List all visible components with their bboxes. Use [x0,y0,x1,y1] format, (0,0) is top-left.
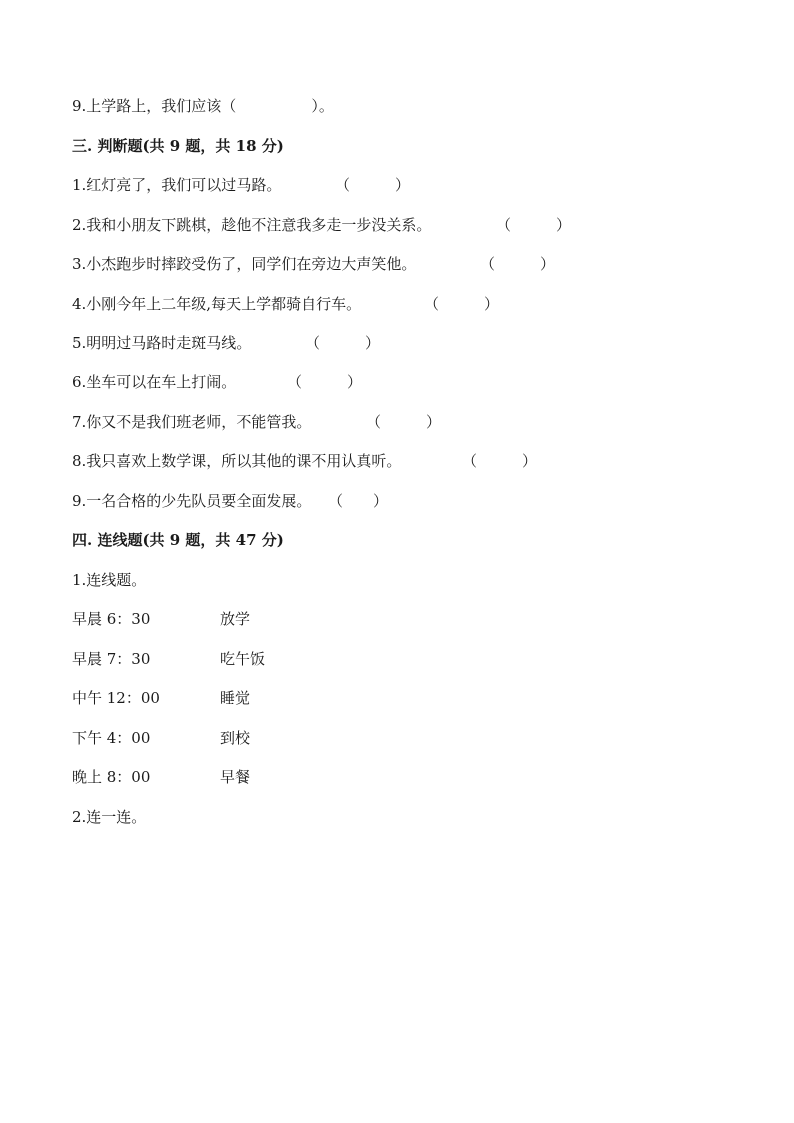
match-left-item-4[interactable]: 下午 4：00 [72,729,151,747]
answer-paren-6[interactable]: （ ） [287,373,363,391]
match-right-item-3[interactable]: 睡觉 [220,689,251,707]
judge-question-3: 3.小杰跑步时摔跤受伤了，同学们在旁边大声笑他。 [72,255,417,273]
match-right-item-5[interactable]: 早餐 [220,768,251,786]
answer-paren-7[interactable]: （ ） [366,413,442,431]
judge-question-7: 7.你又不是我们班老师，不能管我。 [72,413,312,431]
answer-paren-1[interactable]: （ ） [335,176,411,194]
matching-question-1-label: 1.连线题。 [72,571,147,589]
matching-question-2-label: 2.连一连。 [72,808,147,826]
section-4-title: 四. 连线题(共 9 题，共 47 分) [72,531,284,549]
judge-question-4: 4.小刚今年上二年级,每天上学都骑自行车。 [72,295,362,313]
match-left-item-1[interactable]: 早晨 6：30 [72,610,151,628]
section-3-title: 三. 判断题(共 9 题，共 18 分) [72,137,284,155]
judge-question-6: 6.坐车可以在车上打闹。 [72,373,237,391]
answer-paren-9[interactable]: （ ） [328,492,389,510]
match-left-item-5[interactable]: 晚上 8：00 [72,768,151,786]
question-9-fill-blank: 9.上学路上，我们应该（ ）。 [72,97,334,115]
answer-paren-2[interactable]: （ ） [496,216,572,234]
match-right-item-4[interactable]: 到校 [220,729,251,747]
answer-paren-4[interactable]: （ ） [424,295,500,313]
answer-paren-3[interactable]: （ ） [480,255,556,273]
judge-question-9: 9.一名合格的少先队员要全面发展。 [72,492,312,510]
judge-question-1: 1.红灯亮了，我们可以过马路。 [72,176,282,194]
match-right-item-2[interactable]: 吃午饭 [220,650,266,668]
match-left-item-2[interactable]: 早晨 7：30 [72,650,151,668]
answer-paren-5[interactable]: （ ） [305,334,381,352]
answer-paren-8[interactable]: （ ） [462,452,538,470]
judge-question-8: 8.我只喜欢上数学课，所以其他的课不用认真听。 [72,452,402,470]
judge-question-2: 2.我和小朋友下跳棋，趁他不注意我多走一步没关系。 [72,216,432,234]
match-left-item-3[interactable]: 中午 12：00 [72,689,160,707]
match-right-item-1[interactable]: 放学 [220,610,251,628]
judge-question-5: 5.明明过马路时走斑马线。 [72,334,252,352]
